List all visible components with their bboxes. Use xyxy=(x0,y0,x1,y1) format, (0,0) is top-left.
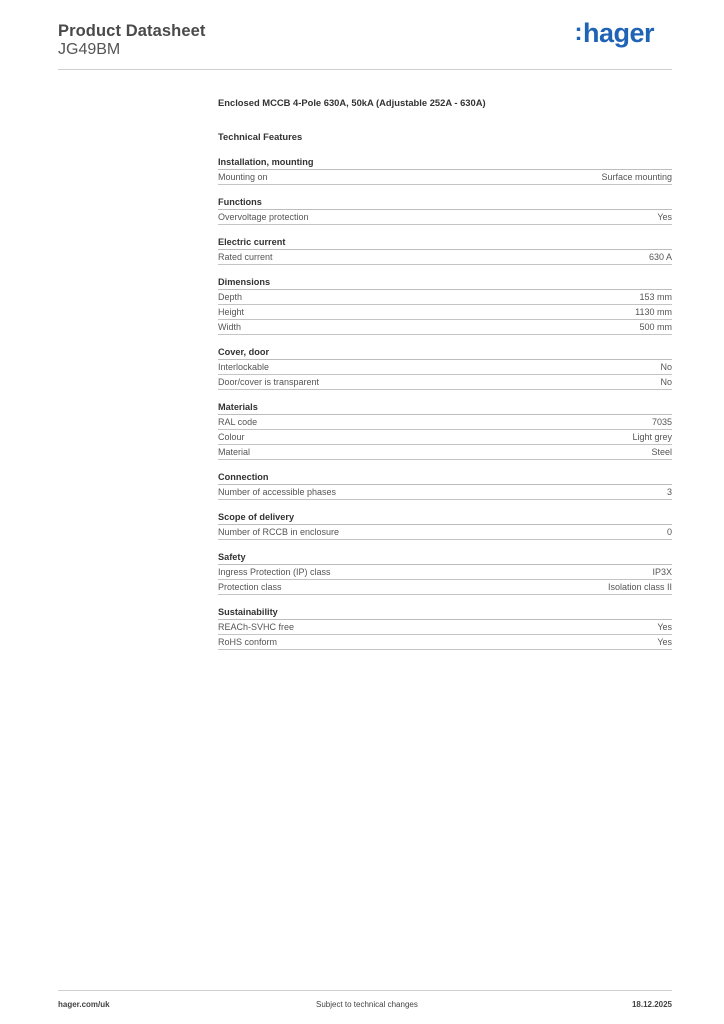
group-title: Dimensions xyxy=(218,275,672,290)
feature-label: Door/cover is transparent xyxy=(218,377,320,387)
feature-row xyxy=(218,210,672,225)
feature-value: Isolation class II xyxy=(607,582,672,592)
feature-value: Surface mounting xyxy=(601,172,672,182)
feature-label: Overvoltage protection xyxy=(218,212,309,222)
feature-value: Light grey xyxy=(632,432,672,442)
group-title: Safety xyxy=(218,550,672,565)
feature-label: Number of accessible phases xyxy=(218,487,337,497)
feature-label: RoHS conform xyxy=(218,637,278,647)
feature-group xyxy=(218,400,672,460)
feature-value: IP3X xyxy=(652,567,672,577)
feature-group xyxy=(218,155,672,185)
feature-label: Rated current xyxy=(218,252,273,262)
group-title: Electric current xyxy=(218,235,672,250)
feature-row xyxy=(218,360,672,375)
group-title: Functions xyxy=(218,195,672,210)
feature-label: Colour xyxy=(218,432,245,442)
feature-group xyxy=(218,235,672,265)
group-title: Installation, mounting xyxy=(218,155,672,170)
group-title: Connection xyxy=(218,470,672,485)
feature-label: Material xyxy=(218,447,251,457)
feature-value: 0 xyxy=(666,527,672,537)
feature-row xyxy=(218,565,672,580)
feature-value: 1130 mm xyxy=(635,307,672,317)
feature-value: Steel xyxy=(651,447,672,457)
feature-label: RAL code xyxy=(218,417,258,427)
feature-label: Protection class xyxy=(218,582,282,592)
feature-value: 500 mm xyxy=(639,322,672,332)
feature-label: Width xyxy=(218,322,242,332)
feature-group xyxy=(218,275,672,335)
feature-value: 7035 xyxy=(651,417,672,427)
page-header xyxy=(58,20,672,70)
feature-row xyxy=(218,525,672,540)
product-code: JG49BM xyxy=(58,41,121,58)
feature-label: Depth xyxy=(218,292,243,302)
feature-row xyxy=(218,580,672,595)
feature-label: Interlockable xyxy=(218,362,270,372)
feature-group xyxy=(218,605,672,650)
feature-value: 153 mm xyxy=(639,292,672,302)
feature-row xyxy=(218,375,672,390)
page-footer xyxy=(58,990,672,1017)
feature-group xyxy=(218,195,672,225)
feature-label: REACh-SVHC free xyxy=(218,622,295,632)
feature-label: Ingress Protection (IP) class xyxy=(218,567,331,577)
feature-row xyxy=(218,170,672,185)
logo-text: hager xyxy=(582,18,654,48)
feature-label: Number of RCCB in enclosure xyxy=(218,527,340,537)
feature-row xyxy=(218,320,672,335)
feature-groups xyxy=(218,155,672,650)
feature-group xyxy=(218,470,672,500)
feature-row xyxy=(218,485,672,500)
datasheet-content xyxy=(218,96,672,660)
document-title: Product Datasheet xyxy=(58,22,206,40)
feature-row xyxy=(218,305,672,320)
group-title: Scope of delivery xyxy=(218,510,672,525)
group-title: Cover, door xyxy=(218,345,672,360)
feature-row xyxy=(218,415,672,430)
technical-features-title: Technical Features xyxy=(218,131,303,142)
feature-row xyxy=(218,635,672,650)
feature-value: Yes xyxy=(657,637,672,647)
product-description: Enclosed MCCB 4-Pole 630A, 50kA (Adjustable 252A - 630A) xyxy=(218,97,486,108)
feature-group xyxy=(218,550,672,595)
feature-row xyxy=(218,290,672,305)
group-title: Sustainability xyxy=(218,605,672,620)
feature-group xyxy=(218,345,672,390)
group-title: Materials xyxy=(218,400,672,415)
feature-label: Height xyxy=(218,307,245,317)
feature-row xyxy=(218,445,672,460)
footer-website: hager.com/uk xyxy=(58,1000,110,1009)
feature-row xyxy=(218,430,672,445)
feature-row xyxy=(218,250,672,265)
feature-value: 630 A xyxy=(648,252,672,262)
feature-value: 3 xyxy=(666,487,672,497)
feature-row xyxy=(218,620,672,635)
footer-notice: Subject to technical changes xyxy=(316,1000,418,1009)
feature-value: Yes xyxy=(657,212,672,222)
feature-value: Yes xyxy=(657,622,672,632)
feature-label: Mounting on xyxy=(218,172,268,182)
feature-value: No xyxy=(660,362,672,372)
hager-logo: :hager xyxy=(574,18,654,48)
feature-value: No xyxy=(660,377,672,387)
footer-date: 18.12.2025 xyxy=(631,1000,672,1009)
feature-group xyxy=(218,510,672,540)
